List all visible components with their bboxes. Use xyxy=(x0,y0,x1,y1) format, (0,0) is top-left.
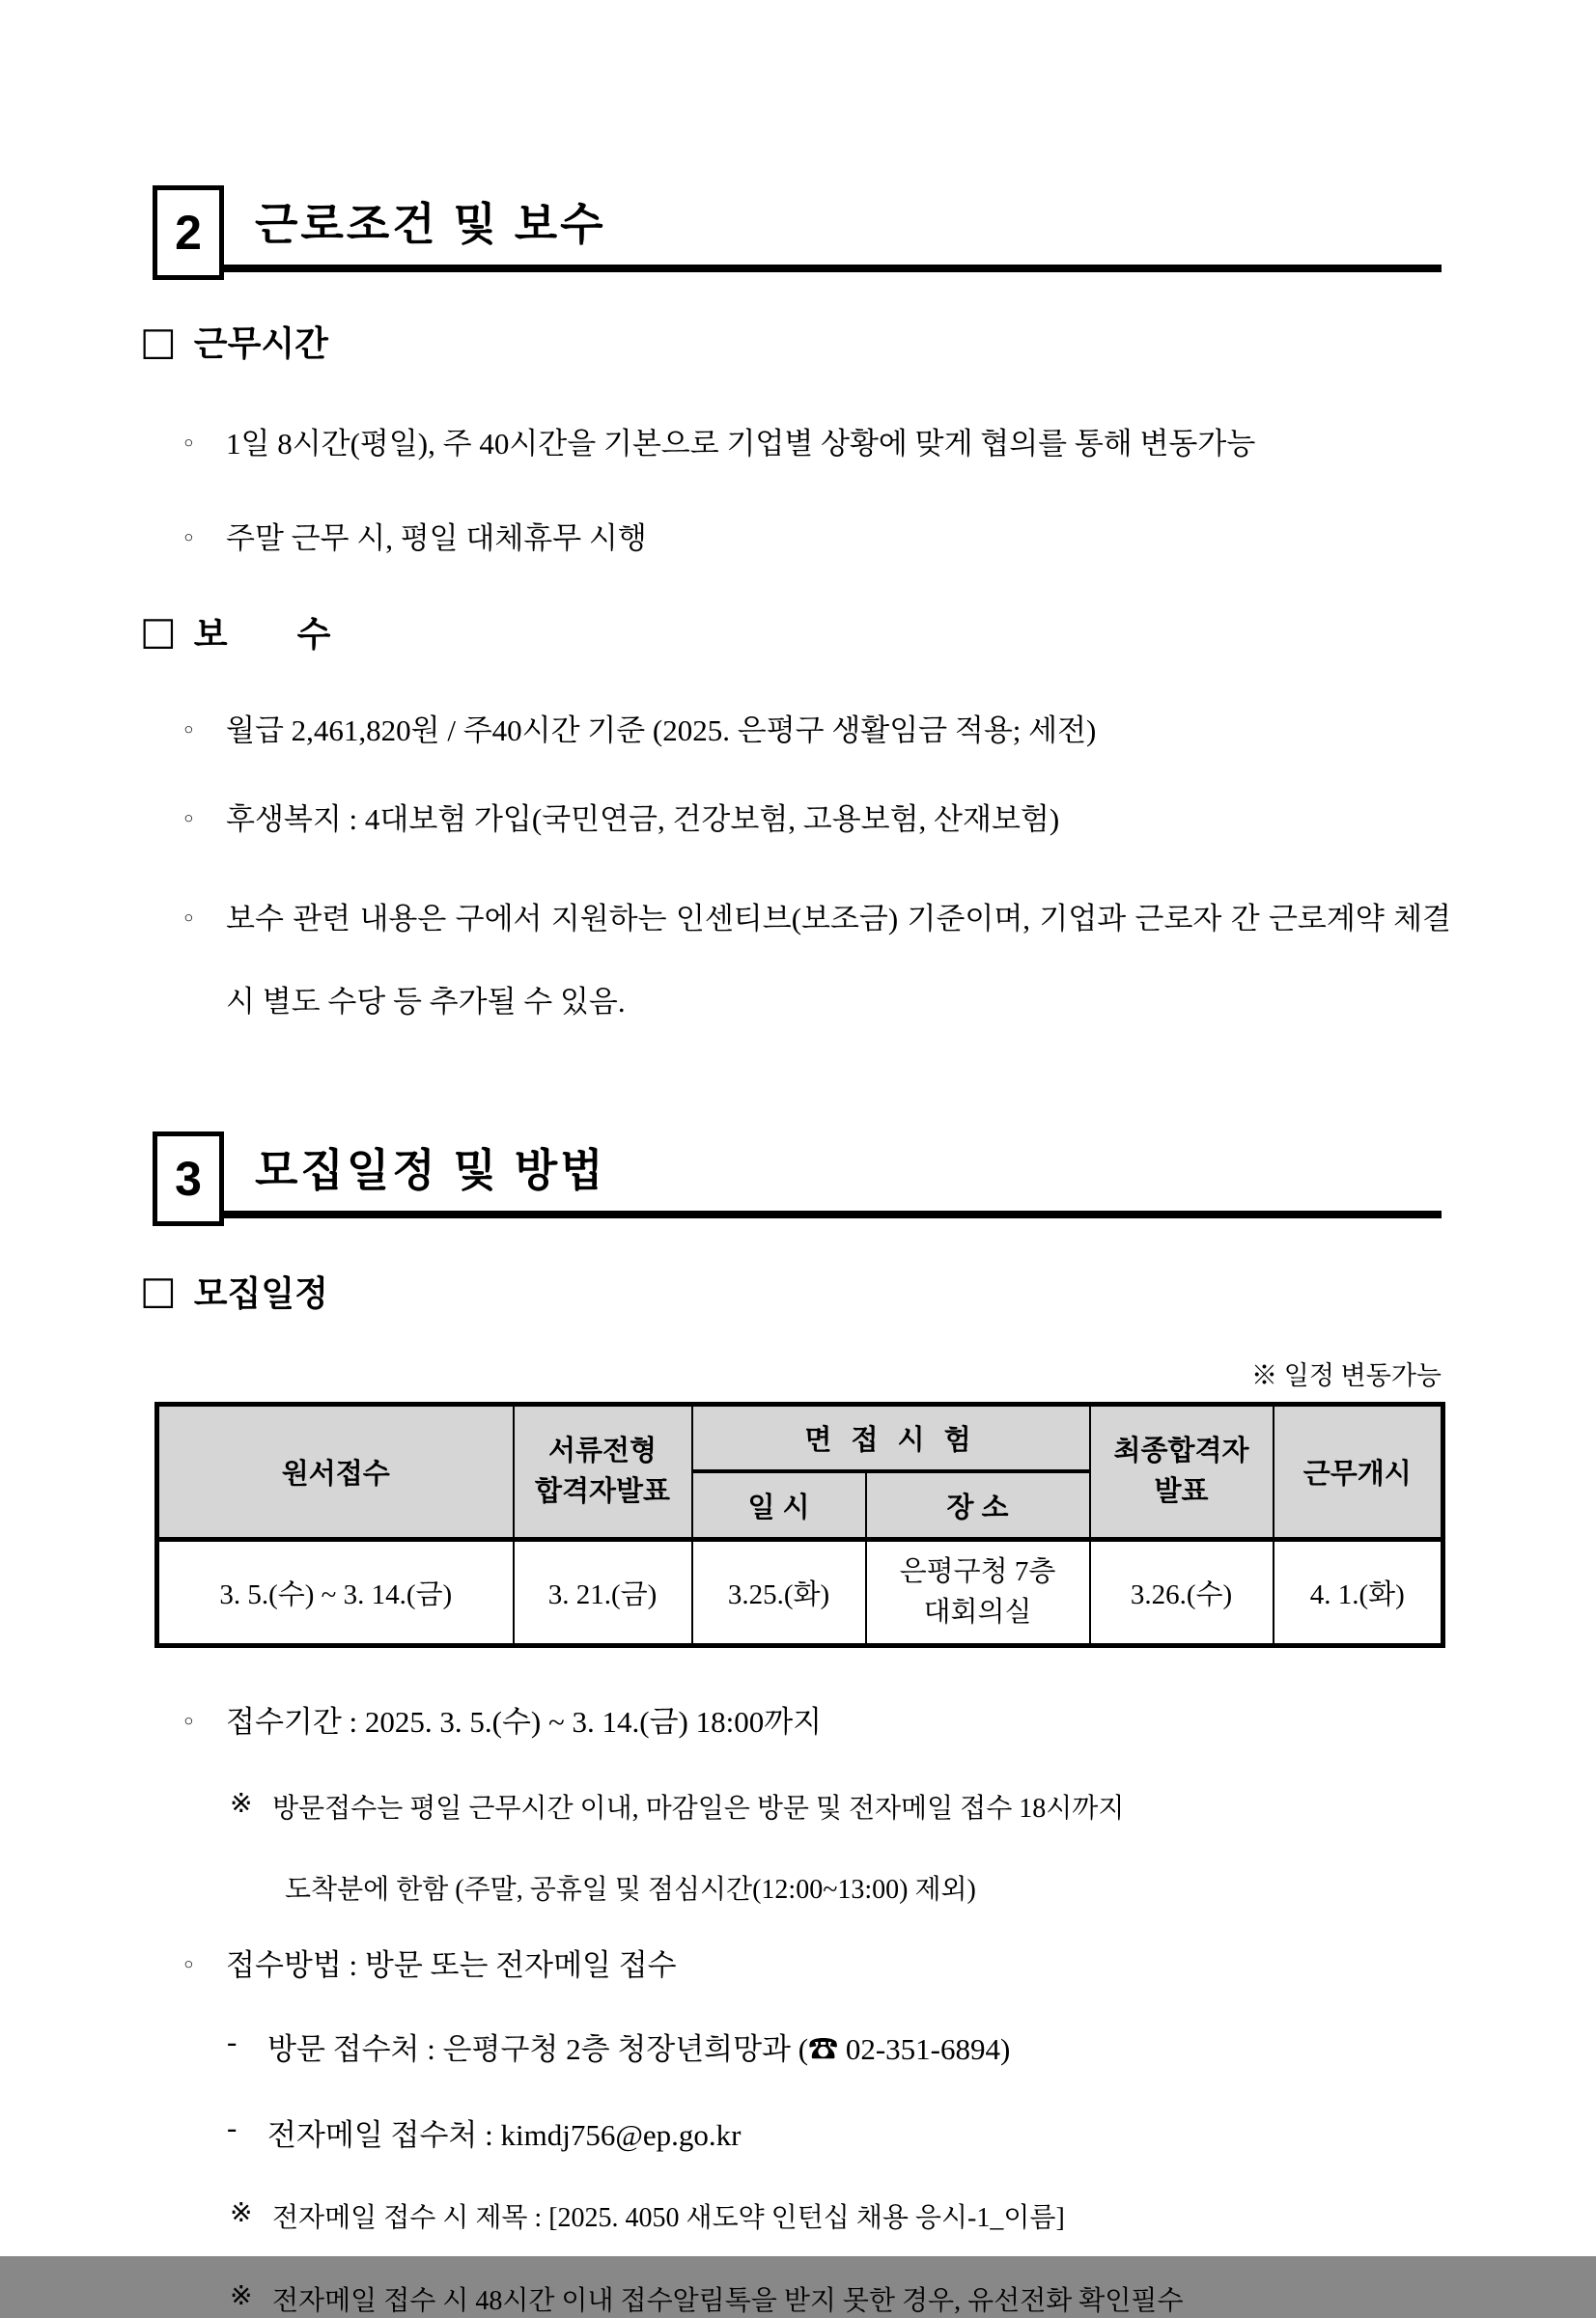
pay-heading xyxy=(140,607,1596,656)
square-marker-icon: □ xyxy=(140,609,177,655)
section2-number: 2 xyxy=(175,206,202,260)
pay-bullet-2 xyxy=(182,799,1451,840)
schedule-heading xyxy=(140,1267,1596,1316)
work-time-bullet-2-text: 주말 근무 시, 평일 대체휴무 시행 xyxy=(226,520,647,555)
email-subject-note xyxy=(230,2196,1451,2235)
ref-marker-icon: ※ xyxy=(230,1786,253,1819)
apply-visit-note-cont xyxy=(285,1868,1451,1907)
section2-number-box xyxy=(153,185,224,280)
work-time-heading-label: 근무시간 xyxy=(193,323,328,363)
dash-marker-icon: - xyxy=(227,2109,238,2144)
col-interview-datetime-header: 일 시 xyxy=(692,1471,866,1539)
apply-period-bullet xyxy=(182,1702,1451,1743)
pay-bullet-1-text: 월급 2,461,820원 / 주40시간 기준 (2025. 은평구 생활임금 적용; 세전) xyxy=(226,712,1097,747)
section3-title-rule xyxy=(224,1135,1442,1218)
section2-title: 근로조건 및 보수 xyxy=(255,199,606,249)
apply-visit-note xyxy=(230,1787,1451,1826)
col-interview-place-header: 장 소 xyxy=(866,1471,1090,1539)
section3-header xyxy=(153,1131,1442,1218)
schedule-table xyxy=(154,1402,1445,1648)
circle-bullet-icon: ◦ xyxy=(182,1707,196,1736)
schedule-table-note xyxy=(0,1354,1442,1392)
section3-title: 모집일정 및 방법 xyxy=(255,1144,606,1195)
apply-method-text: 접수방법 : 방문 또는 전자메일 접수 xyxy=(226,1947,677,1982)
cell-work-start: 4. 1.(화) xyxy=(1274,1539,1443,1645)
visit-office-item xyxy=(227,2025,1451,2068)
cell-final: 3.26.(수) xyxy=(1090,1539,1274,1645)
circle-bullet-icon: ◦ xyxy=(182,523,196,552)
ref-marker-icon: ※ xyxy=(1251,1360,1277,1390)
col-application-header: 원서접수 xyxy=(157,1404,514,1539)
schedule-heading-label: 모집일정 xyxy=(193,1272,328,1313)
cell-interview-place xyxy=(866,1539,1090,1645)
section2-header xyxy=(153,185,1442,272)
email-confirm-note-text: 전자메일 접수 시 48시간 이내 접수알림톡을 받지 못한 경우, 유선전화 확인필수 xyxy=(272,2285,1184,2316)
col-doc-pass-header-line2: 합격자발표 xyxy=(534,1476,671,1508)
pay-bullet-2-text: 후생복지 : 4대보험 가입(국민연금, 건강보험, 고용보험, 산재보험) xyxy=(226,801,1060,836)
apply-visit-note-line1: 방문접수는 평일 근무시간 이내, 마감일은 방문 및 전자메일 접수 18시까지 xyxy=(272,1793,1125,1824)
work-time-heading xyxy=(140,317,1596,366)
apply-visit-note-line2: 도착분에 한함 (주말, 공휴일 및 점심시간(12:00~13:00) 제외) xyxy=(285,1874,976,1905)
cell-interview-place-line2: 대회의실 xyxy=(923,1597,1032,1629)
cell-doc-pass: 3. 21.(금) xyxy=(514,1539,692,1645)
ref-marker-icon: ※ xyxy=(230,2195,253,2228)
cell-interview-place-line1: 은평구청 7층 xyxy=(899,1556,1056,1588)
section3-number: 3 xyxy=(175,1151,202,1206)
section3-number-box xyxy=(153,1131,224,1226)
col-final-header-line1: 최종합격자 xyxy=(1113,1436,1249,1467)
pay-bullet-3-text: 보수 관련 내용은 구에서 지원하는 인센티브(보조금) 기준이며, 기업과 근로자 간 근로계약 체결 시 별도 수당 등 추가될 수 있음. xyxy=(226,902,1451,1019)
work-time-bullet-2 xyxy=(182,518,1451,559)
square-marker-icon: □ xyxy=(140,319,177,364)
circle-bullet-icon: ◦ xyxy=(182,804,196,833)
col-interview-header: 면 접 시 험 xyxy=(692,1404,1090,1471)
email-confirm-note xyxy=(230,2279,1451,2318)
circle-bullet-icon: ◦ xyxy=(182,905,196,934)
square-marker-icon: □ xyxy=(140,1269,177,1314)
work-time-bullet-1-text: 1일 8시간(평일), 주 40시간을 기본으로 기업별 상황에 맞게 협의를 통해 변동가능 xyxy=(226,427,1256,461)
circle-bullet-icon: ◦ xyxy=(182,430,196,458)
circle-bullet-icon: ◦ xyxy=(182,1950,196,1979)
cell-interview-datetime: 3.25.(화) xyxy=(692,1539,866,1645)
dash-marker-icon: - xyxy=(227,2024,238,2058)
cell-application: 3. 5.(수) ~ 3. 14.(금) xyxy=(157,1539,514,1645)
col-doc-pass-header xyxy=(514,1404,692,1539)
visit-office-text: 방문 접수처 : 은평구청 2층 청장년희망과 (☎ 02-351-6894) xyxy=(267,2031,1011,2066)
pay-bullet-3 xyxy=(182,878,1451,1043)
col-final-header-line2: 발표 xyxy=(1154,1476,1209,1508)
email-office-item xyxy=(227,2110,1451,2154)
email-office-text: 전자메일 접수처 : kimdj756@ep.go.kr xyxy=(267,2117,742,2152)
work-time-bullet-1 xyxy=(182,424,1451,464)
apply-period-text: 접수기간 : 2025. 3. 5.(수) ~ 3. 14.(금) 18:00까지 xyxy=(226,1704,823,1739)
section2-title-rule xyxy=(224,189,1442,272)
ref-marker-icon: ※ xyxy=(230,2278,253,2311)
apply-method-bullet xyxy=(182,1945,1451,1986)
col-final-header xyxy=(1090,1404,1274,1539)
circle-bullet-icon: ◦ xyxy=(182,715,196,744)
schedule-table-note-text: 일정 변동가능 xyxy=(1283,1360,1442,1390)
pay-bullet-1 xyxy=(182,711,1451,751)
col-work-start-header: 근무개시 xyxy=(1274,1404,1443,1539)
email-subject-note-text: 전자메일 접수 시 제목 : [2025. 4050 새도약 인턴십 채용 응시-1_이름] xyxy=(272,2202,1065,2233)
pay-heading-label: 보 수 xyxy=(193,613,331,654)
col-doc-pass-header-line1: 서류전형 xyxy=(547,1436,658,1467)
